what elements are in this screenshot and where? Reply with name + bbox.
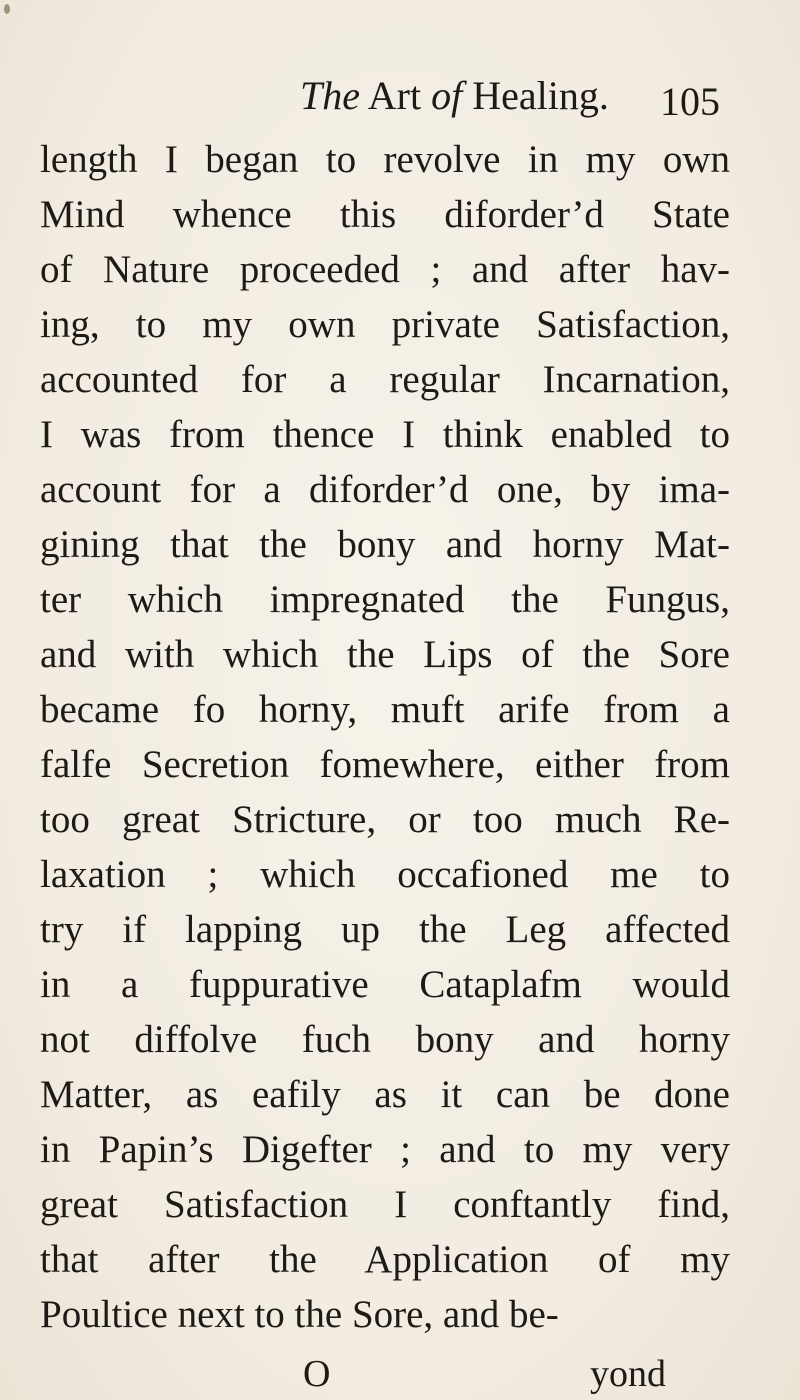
- catchword: yond: [590, 1353, 666, 1395]
- text-line: accounted for a regular Incarnation,: [40, 358, 730, 401]
- ink-speck: [4, 4, 10, 14]
- text-line: Matter, as eafily as it can be done: [40, 1073, 730, 1116]
- text-line: of Nature proceeded ; and after hav-: [40, 248, 730, 291]
- text-line: ter which impregnated the Fungus,: [40, 578, 730, 621]
- text-line: became fo horny, muft arife from a: [40, 688, 730, 731]
- text-line: falfe Secretion fomewhere, either from: [40, 743, 730, 786]
- body-text: [40, 132, 730, 1342]
- catchline: [0, 1352, 800, 1400]
- text-line: and with which the Lips of the Sore: [40, 633, 730, 676]
- running-title: [300, 72, 609, 119]
- text-line: length I began to revolve in my own: [40, 138, 730, 181]
- text-line: not diffolve fuch bony and horny: [40, 1018, 730, 1061]
- running-title-art: Art: [367, 73, 422, 118]
- text-line: account for a diforder’d one, by ima-: [40, 468, 730, 511]
- text-line: that after the Application of my: [40, 1238, 730, 1281]
- text-line: Poultice next to the Sore, and be-: [40, 1293, 559, 1336]
- text-line: try if lapping up the Leg affected: [40, 908, 730, 951]
- text-line: great Satisfaction I conftantly find,: [40, 1183, 730, 1226]
- text-line: in a fuppurative Cataplafm would: [40, 963, 730, 1006]
- running-title-of: of: [431, 73, 463, 118]
- text-line: Mind whence this diforder’d State: [40, 193, 730, 236]
- page-number: 105: [660, 79, 720, 124]
- text-line: too great Stricture, or too much Re-: [40, 798, 730, 841]
- text-line: in Papin’s Digefter ; and to my very: [40, 1128, 730, 1171]
- text-line: gining that the bony and horny Mat-: [40, 523, 730, 566]
- running-title-healing: Healing.: [472, 73, 609, 118]
- text-line: ing, to my own private Satisfaction,: [40, 303, 730, 346]
- signature-mark: O: [303, 1353, 331, 1395]
- page-header: [0, 72, 800, 132]
- text-line: laxation ; which occafioned me to: [40, 853, 730, 896]
- running-title-prefix: The: [300, 73, 360, 118]
- text-line: I was from thence I think enabled to: [40, 413, 730, 456]
